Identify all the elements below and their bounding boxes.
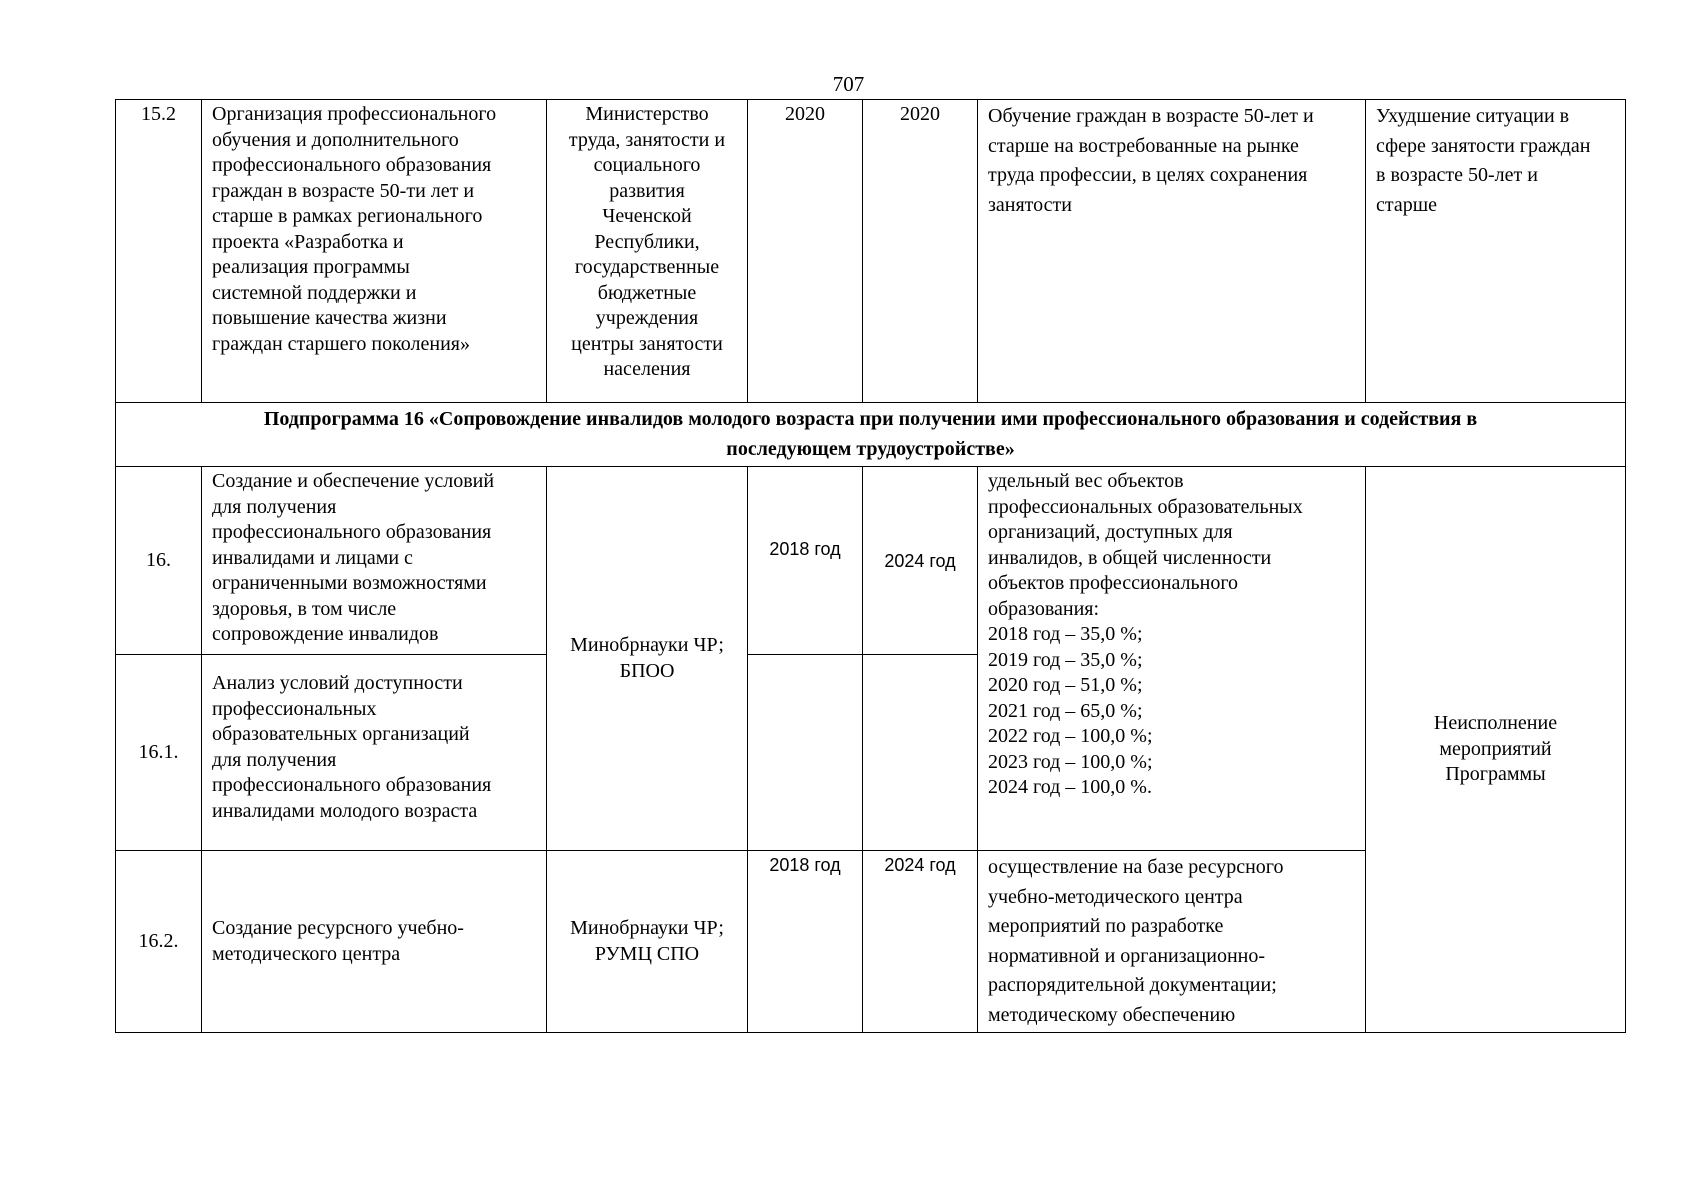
end-year-cell	[863, 851, 978, 1033]
start-year: 2018 год	[769, 855, 841, 875]
subprogram-header-cell	[116, 403, 1626, 467]
result-text: осуществление на базе ресурсного учебно-методического центра мероприятий по разработке нормативной и организационно- распорядительной документации; методическому обеспечению	[988, 856, 1284, 1026]
page-number: 707	[832, 72, 865, 96]
activity-title: Создание и обеспечение условий для получения профессионального образования инвалидами и лицами с ограниченными возможностями здоровья, в том числе сопровождение инвалидов	[212, 470, 495, 645]
end-year-cell	[863, 100, 978, 403]
executor-text: Министерство труда, занятости и социального развития Чеченской Республики, государственные бюджетные учреждения центры занятости населения	[568, 103, 726, 380]
subprogram-header: Подпрограмма 16 «Сопровождение инвалидов молодого возраста при получении ими профессионального образования и содействия в последующем трудоустройстве»	[263, 408, 1478, 460]
executor-text: Минобрнауки ЧР; РУМЦ СПО	[570, 917, 724, 965]
end-year: 2024 год	[884, 551, 956, 571]
end-year-cell	[863, 655, 978, 851]
row-number-cell	[116, 851, 202, 1033]
consequence-cell	[1366, 100, 1626, 403]
row-number-cell	[116, 655, 202, 851]
executor-text: Минобрнауки ЧР; БПОО	[570, 634, 724, 682]
activity-cell	[202, 467, 547, 655]
consequence-text: Ухудшение ситуации в сфере занятости граждан в возрасте 50-лет и старше	[1376, 105, 1591, 216]
row-number: 15.2	[141, 103, 176, 125]
end-year: 2024 год	[884, 855, 956, 875]
row-number-cell	[116, 467, 202, 655]
result-cell	[978, 467, 1366, 851]
row-number: 16.1.	[138, 740, 179, 763]
activity-cell	[202, 655, 547, 851]
executor-cell	[547, 851, 748, 1033]
activity-title: Анализ условий доступности профессиональных образовательных организаций для получения профессионального образования инвалидами молодого возраста	[212, 672, 492, 822]
activity-title: Создание ресурсного учебно- методического центра	[212, 917, 464, 965]
program-table	[115, 99, 1626, 1033]
activity-cell	[202, 100, 547, 403]
executor-cell	[547, 100, 748, 403]
end-year-cell	[863, 467, 978, 655]
start-year: 2020	[785, 103, 825, 125]
result-text: Обучение граждан в возрасте 50-лет и старше на востребованные на рынке труда профессии, в целях сохранения занятости	[988, 105, 1314, 216]
start-year-cell	[748, 851, 863, 1033]
result-text: удельный вес объектов профессиональных образовательных организаций, доступных для инвалидов, в общей численности объектов профессионального образования: 2018 год – 35,0 %; 2019 год – 35,0 %; 2020 год – 51,0 %; 2021 год – 65,0 %; 2022 год – 100,0 %; 2023 год – 100,0 %; 2024 год – 100,0 %.	[988, 470, 1303, 798]
subprogram-header-row	[116, 403, 1626, 467]
start-year-cell	[748, 655, 863, 851]
end-year: 2020	[900, 103, 940, 125]
table-row-16	[116, 467, 1626, 655]
row-number-cell	[116, 100, 202, 403]
executor-cell	[547, 467, 748, 851]
activity-title: Организация профессионального обучения и дополнительного профессионального образования граждан в возрасте 50-ти лет и старше в рамках регионального проекта «Разработка и реализация программы системной поддержки и повышение качества жизни граждан старшего поколения»	[212, 103, 497, 355]
start-year-cell	[748, 467, 863, 655]
row-number: 16.2.	[138, 929, 179, 952]
start-year-cell	[748, 100, 863, 403]
activity-cell	[202, 851, 547, 1033]
consequence-text: Неисполнение мероприятий Программы	[1433, 712, 1558, 786]
table-row-15-2	[116, 100, 1626, 403]
result-cell	[978, 100, 1366, 403]
start-year: 2018 год	[769, 539, 841, 559]
row-number: 16.	[146, 548, 171, 571]
consequence-cell	[1366, 467, 1626, 1033]
result-cell	[978, 851, 1366, 1033]
